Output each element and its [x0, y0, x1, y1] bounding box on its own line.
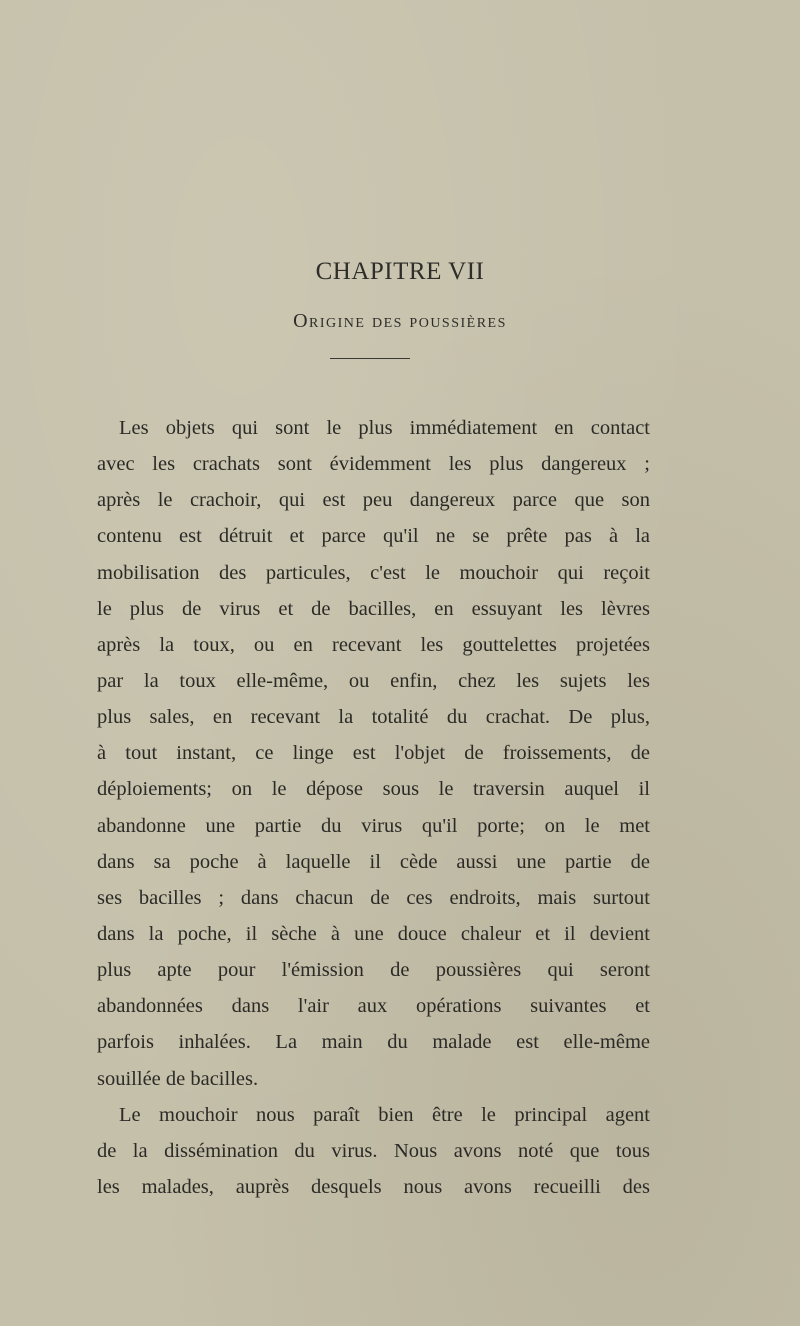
text-line: avec les crachats sont évidemment les plus dangereux ; [97, 453, 650, 476]
text-line: à tout instant, ce linge est l'objet de froissements, de [97, 742, 650, 765]
text-line: de la dissémination du virus. Nous avons noté que tous [97, 1139, 650, 1162]
text-line: ses bacilles ; dans chacun de ces endroits, mais surtout [97, 886, 650, 909]
text-line: Les objets qui sont le plus immédiatement en contact [119, 417, 650, 439]
title-divider [330, 358, 410, 359]
text-line: le plus de virus et de bacilles, en essuyant les lèvres [97, 597, 650, 620]
chapter-title: CHAPITRE VII [315, 258, 485, 285]
text-line: plus sales, en recevant la totalité du crachat. De plus, [97, 706, 650, 729]
text-line: après le crachoir, qui est peu dangereux parce que son [97, 489, 650, 512]
text-line: les malades, auprès desquels nous avons recueilli des [97, 1175, 650, 1198]
text-line: abandonne une partie du virus qu'il porte; on le met [97, 814, 650, 837]
text-line: déploiements; on le dépose sous le traversin auquel il [97, 778, 650, 801]
body-text [97, 410, 650, 1205]
text-line: souillée de bacilles. [97, 1067, 259, 1090]
text-line: contenu est détruit et parce qu'il ne se prête pas à la [97, 525, 650, 548]
text-line: après la toux, ou en recevant les gouttelettes projetées [97, 633, 650, 656]
text-line: mobilisation des particules, c'est le mouchoir qui reçoit [97, 561, 650, 584]
text-line: parfois inhalées. La main du malade est elle-même [97, 1031, 650, 1054]
text-line: Le mouchoir nous paraît bien être le principal agent [119, 1103, 650, 1126]
text-line: dans la poche, il sèche à une douce chaleur et il devient [97, 922, 650, 945]
text-line: plus apte pour l'émission de poussières qui seront [97, 959, 650, 982]
text-line: par la toux elle-même, ou enfin, chez les sujets les [97, 669, 650, 692]
text-line: dans sa poche à laquelle il cède aussi une partie de [97, 850, 650, 873]
section-title: Origine des poussières [293, 310, 507, 332]
text-line: abandonnées dans l'air aux opérations suivantes et [97, 995, 650, 1018]
